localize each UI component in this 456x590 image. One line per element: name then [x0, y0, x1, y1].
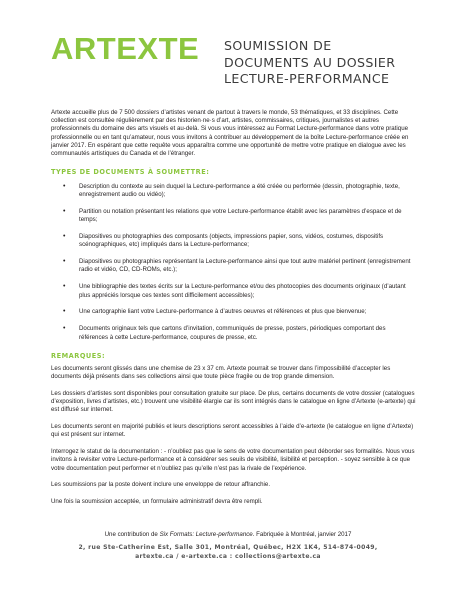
- list-item: [51, 208, 416, 224]
- list-item-text: Description du contexte au sein duquel la Lecture-performance a été créée ou performée (dessin, photographie, texte, enregistrement audio ou vidéo);: [79, 183, 400, 199]
- list-item-text: Une cartographie liant votre Lecture-performance à d’autres oeuvres et références et plus que bienvenue;: [79, 308, 367, 316]
- remark-paragraph: Interrogez le statut de la documentation : - n’oubliez pas que le sens de votre documentation peut déborder ses formalités. Nous vous invitons à revisiter votre Lecture-performance et à considérer ses seuils de visibilité, lisibilité et perception. - soyez sensible à ce que votre documentation peut performer et n’oubliez pas qu’elle n’est pas la rivale de l’expérience.: [51, 448, 415, 472]
- bullet-icon: •: [63, 183, 66, 190]
- title-line-2: DOCUMENTS AU DOSSIER: [224, 54, 396, 70]
- list-item: [51, 258, 416, 274]
- footer-credit: [0, 531, 456, 539]
- title-line-3: LECTURE-PERFORMANCE: [224, 71, 390, 86]
- list-item: [51, 308, 416, 316]
- list-item: [51, 233, 416, 249]
- remarks-section: [51, 365, 416, 515]
- bullet-icon: •: [63, 283, 66, 291]
- footer-credit-prefix: Une contribution de: [104, 531, 160, 538]
- title-line-1: SOUMISSION DE: [224, 38, 332, 53]
- list-item-text: Une bibliographie des textes écrits sur la Lecture-performance et/ou des photocopies des documents originaux (d’autant plus appréciés lorsque ces textes sont difficilement accessibles);: [79, 283, 406, 299]
- remark-paragraph: Une fois la soumission acceptée, un formulaire administratif devra être rempli.: [51, 498, 263, 506]
- remarks-heading: REMARQUES:: [51, 352, 106, 360]
- footer-credit-title: Six Formats: Lecture-performance: [159, 531, 253, 538]
- footer-address: 2, rue Ste-Catherine Est, Salle 301, Montréal, Québec, H2X 1K4, 514-874-0049,: [78, 544, 378, 551]
- bullet-icon: •: [63, 233, 66, 241]
- list-item: [51, 183, 416, 199]
- remark-paragraph: Les dossiers d’artistes sont disponibles pour consultation gratuite sur place. De plus, certains documents de votre dossier (catalogues d’exposition, livres d’artistes, etc.) trouvent une visibilité élargie car ils sont intégrés dans le catalogue en ligne d’Artexte (e-artexte) qui est diffusé sur internet.: [51, 390, 416, 414]
- list-item: [51, 325, 416, 341]
- document-title: [224, 38, 424, 88]
- artexte-logo: ARTEXTE: [51, 31, 200, 66]
- types-heading: TYPES DE DOCUMENTS À SOUMETTRE:: [51, 168, 210, 176]
- bullet-icon: •: [63, 308, 66, 316]
- bullet-icon: •: [63, 208, 66, 216]
- list-item-text: Diapositives ou photographies des composants (objects, impressions papier, sons, vidéos, costumes, dispositifs scénographiques, etc) impliqués dans la Lecture-performance;: [79, 233, 384, 249]
- remark-paragraph: Les documents seront en majorité publiés et leurs descriptions seront accessibles à l’aide d’e-artexte (le catalogue en ligne d’Artexte) qui est présent sur internet.: [51, 423, 414, 439]
- list-item-text: Diapositives ou photographies représentant la Lecture-performance ainsi que tout autre matériel pertinent (enregistrement radio et vidéo, CD, CD-ROMs, etc.);: [79, 258, 411, 274]
- list-item-text: Partition ou notation présentant les relations que votre Lecture-performance établit avec les paramètres d’espace et de temps;: [79, 208, 402, 224]
- footer-contact: artexte.ca / e-artexte.ca : collections@artexte.ca: [135, 553, 321, 561]
- list-item: [51, 283, 416, 299]
- bullet-icon: •: [63, 325, 66, 333]
- remark-paragraph: Les soumissions par la poste doivent inclure une enveloppe de retour affranchie.: [51, 481, 271, 489]
- bullet-icon: •: [63, 258, 66, 266]
- footer-credit-suffix: . Fabriquée à Montréal, janvier 2017: [252, 531, 352, 538]
- list-item-text: Documents originaux tels que cartons d’invitation, communiqués de presse, posters, périodiques comportant des références à cette Lecture-performance, coupures de presse, etc.: [79, 325, 386, 341]
- intro-paragraph: Artexte accueille plus de 7 500 dossiers d’artistes venant de partout à travers le monde, 53 thématiques, et 33 disciplines. Cette collection est consultée régulièrement par des historien·ne·s d’art, artistes, commissaires, critiques, journalistes et autres professionnels du domaine des arts visuels et au-delà. Si vous vous intéressez au Format Lecture-performance dans votre pratique professionnelle ou en tant qu’amateur, nous vous invitons à contribuer au développement de la boîte Lecture-performance créée en janvier 2017. En espérant que cette requête vous apparaîtra comme une opportunité de mettre votre pratique en dialogue avec les communautés artistiques du Canada et de l’étranger.: [51, 109, 409, 158]
- footer: [0, 531, 456, 562]
- remark-paragraph: Les documents seront glissés dans une chemise de 23 x 37 cm. Artexte pourrait se trouver dans l’impossibilité d’accepter les documents déjà présents dans ses collections ainsi que toute pièce fragile ou de trop grande dimension.: [51, 365, 391, 381]
- types-list: [51, 183, 416, 350]
